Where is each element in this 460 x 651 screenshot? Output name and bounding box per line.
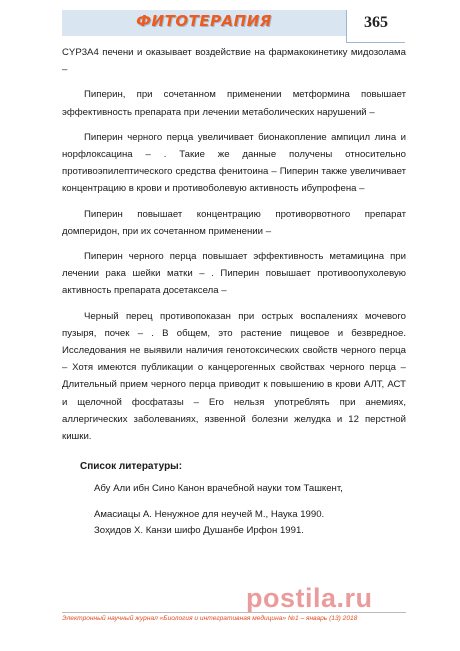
paragraph: Пиперин, при сочетанном применении метформина повышает эффективность препарата при лечении метаболических нарушений – <box>62 89 406 118</box>
page-header <box>62 10 406 36</box>
journal-section-title: ФИТОТЕРАПИЯ <box>136 12 272 30</box>
article-body <box>62 44 406 539</box>
journal-footer: Электронный научный журнал «Биология и интегративная медицина» №1 – январь (13) 2018 <box>62 612 406 622</box>
paragraph: CYP3A4 печени и оказывает воздействие на фармакокинетику мидозолама – <box>62 47 406 76</box>
paragraph: Черный перец противопоказан при острых воспалениях мочевого пузыря, почек – . В общем, это растение пищевое и безвредное. Исследования не выявили наличия генотоксических свойств черного перца – Хотя имеются публикации о канцерогенных свойствах черного перца – Длительный прием черного перца приводит к повышению в крови АЛТ, АСТ и щелочной фосфатазы – Его нельзя употреблять при анемиях, аллергических заболеваниях, язвенной болезни желудка и 12 перстной кишки. <box>62 310 406 443</box>
watermark-logo: postila.ru <box>246 583 373 613</box>
references-title: Список литературы: <box>80 461 183 473</box>
reference-item: Амасиацы А. Ненужное для неучей М., Наука 1990. <box>94 509 325 521</box>
page-number-box <box>346 10 405 43</box>
paragraph: Пиперин повышает концентрацию противорвотного препарат домперидон, при их сочетанном применении – <box>62 208 406 237</box>
reference-item: Абу Али ибн Сино Канон врачебной науки том Ташкент, <box>94 483 343 495</box>
reference-item: Зоҳидов Х. Канзи шифо Душанбе Ирфон 1991. <box>94 525 304 537</box>
paragraph: Пиперин черного перца повышает эффективность метамицина при лечении рака шейки матки – . Пиперин повышает противоопухолевую активность препарата досетаксела – <box>62 251 406 297</box>
page-number: 365 <box>364 14 388 31</box>
paragraph: Пиперин черного перца увеличивает бионакопление ампицил лина и норфлоксацина – . Такие же данные получены относительно противоэпилептического средства фенитоина – Пиперин также увеличивает концентрацию в крови и противоболевую активность ибупрофена – <box>62 131 406 195</box>
